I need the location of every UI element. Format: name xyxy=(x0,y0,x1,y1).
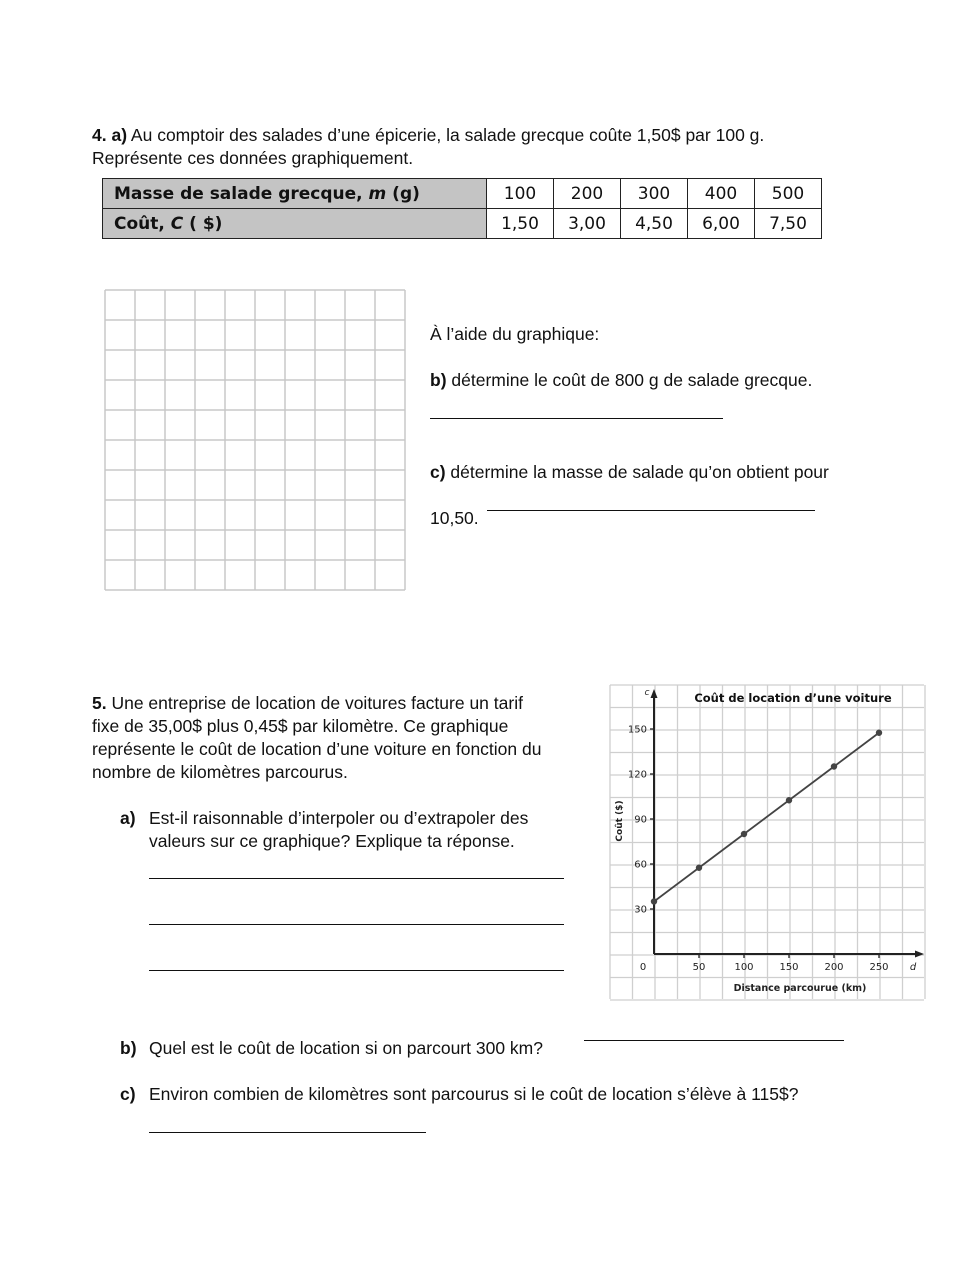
data-point xyxy=(651,898,657,904)
q5b-text: Quel est le coût de location si on parcourt 300 km? xyxy=(149,1038,543,1058)
x-axis-arrow-icon xyxy=(915,951,924,958)
data-point xyxy=(876,730,882,736)
table-cell: 3,00 xyxy=(554,209,621,239)
q5a-answer-line-1[interactable] xyxy=(149,878,564,879)
q4-helper-text: À l’aide du graphique: xyxy=(430,324,600,344)
x-tick-label: 50 xyxy=(692,962,706,973)
data-point xyxy=(741,831,747,837)
q5c-answer-line[interactable] xyxy=(149,1132,426,1133)
y-tick-label: 120 xyxy=(627,769,647,781)
salad-data-table xyxy=(102,178,822,239)
chart-axes xyxy=(651,689,925,958)
table-row-header: Masse de salade grecque, m (g) xyxy=(103,179,487,209)
q4b-answer-line[interactable] xyxy=(430,418,723,419)
q5-intro-text: Une entreprise de location de voitures facture un tarif xyxy=(106,693,523,713)
y-tick-label: 60 xyxy=(634,859,647,871)
y-tick-label: 30 xyxy=(634,904,647,916)
table-cell: 7,50 xyxy=(755,209,822,239)
x-tick-label: 200 xyxy=(824,962,844,973)
q4b-text: détermine le coût de 800 g de salade grecque. xyxy=(446,370,813,390)
q4-intro-line2: Représente ces données graphiquement. xyxy=(92,148,414,168)
q5-intro-line1 xyxy=(92,692,523,715)
q5a-answer-line-2[interactable] xyxy=(149,924,564,925)
blank-graph-grid[interactable] xyxy=(104,289,406,591)
chart-ticks xyxy=(628,725,889,974)
q5-number: 5. xyxy=(92,693,107,713)
data-point xyxy=(696,865,702,871)
q5-intro-line3: représente le coût de location d’une voiture en fonction du xyxy=(92,739,542,759)
data-point xyxy=(786,797,792,803)
q4c-question xyxy=(430,461,829,484)
table-cell: 1,50 xyxy=(487,209,554,239)
q4b-label: b) xyxy=(430,370,447,390)
table-cell: 4,50 xyxy=(621,209,688,239)
table-cell: 200 xyxy=(554,179,621,209)
q4-intro-line1 xyxy=(92,124,764,147)
y-axis-label: Coût ($) xyxy=(615,800,625,842)
chart-series xyxy=(651,730,882,905)
q4-intro-text: Au comptoir des salades d’une épicerie, la salade grecque coûte 1,50$ par 100 g. xyxy=(127,125,765,145)
q5-intro-line4: nombre de kilomètres parcourus. xyxy=(92,762,348,782)
q5a-answer-line-3[interactable] xyxy=(149,970,564,971)
data-point xyxy=(831,763,837,769)
y-tick-label: 90 xyxy=(634,814,647,826)
q5b-answer-line[interactable] xyxy=(584,1040,844,1041)
table-row-mass xyxy=(103,179,822,209)
table-cell: 100 xyxy=(487,179,554,209)
x-axis-label: Distance parcourue (km) xyxy=(733,983,867,994)
q5-intro-line2: fixe de 35,00$ plus 0,45$ par kilomètre. Ce graphique xyxy=(92,716,509,736)
q5b-label: b) xyxy=(120,1038,137,1058)
q4c-text: détermine la masse de salade qu’on obtient pour xyxy=(445,462,829,482)
y-axis-variable: c xyxy=(644,688,650,698)
q4c-value: 10,50. xyxy=(430,508,479,528)
q5a-text-line1: Est-il raisonnable d’interpoler ou d’extrapoler des xyxy=(149,808,529,828)
table-cell: 300 xyxy=(621,179,688,209)
table-cell: 6,00 xyxy=(688,209,755,239)
x-tick-label: 150 xyxy=(779,962,799,973)
y-tick-label: 150 xyxy=(627,724,647,736)
x-tick-label: 0 xyxy=(639,962,647,973)
q5c-text: Environ combien de kilomètres sont parcourus si le coût de location s’élève à 115$? xyxy=(149,1084,799,1104)
q4-number: 4. a) xyxy=(92,125,128,145)
chart-title: Coût de location d’une voiture xyxy=(694,691,892,705)
y-axis-arrow-icon xyxy=(651,689,658,698)
q4c-question-cont xyxy=(430,507,479,530)
table-row-header: Coût, C ( $) xyxy=(103,209,487,239)
q5a-text-line2: valeurs sur ce graphique? Explique ta réponse. xyxy=(149,831,515,851)
q4c-label: c) xyxy=(430,462,446,482)
series-line xyxy=(654,733,879,902)
q5a-label: a) xyxy=(120,808,136,828)
table-cell: 400 xyxy=(688,179,755,209)
x-axis-variable: d xyxy=(909,962,917,973)
rental-cost-chart xyxy=(609,684,927,1002)
x-tick-label: 100 xyxy=(734,962,754,973)
x-tick-label: 250 xyxy=(869,962,889,973)
q5c-label: c) xyxy=(120,1084,136,1104)
q4b-question xyxy=(430,369,812,392)
table-cell: 500 xyxy=(755,179,822,209)
q4c-answer-line[interactable] xyxy=(487,510,815,511)
table-row-cost xyxy=(103,209,822,239)
